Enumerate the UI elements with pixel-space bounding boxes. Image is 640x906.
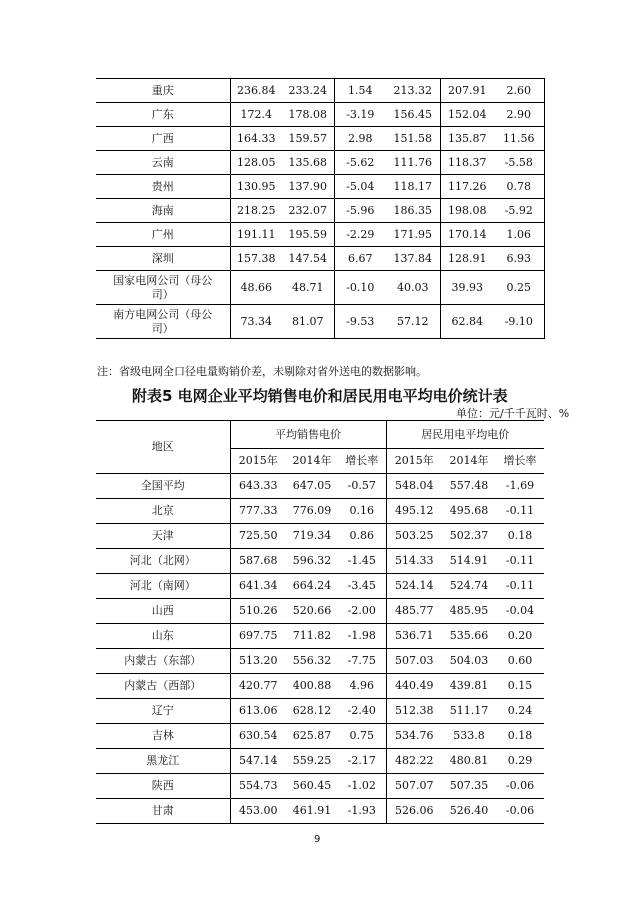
value-cell: 157.38 bbox=[230, 247, 282, 271]
table-row bbox=[96, 624, 544, 649]
region-name-cell: 甘肃 bbox=[96, 799, 230, 824]
value-cell: 630.54 bbox=[230, 724, 286, 749]
value-cell: 524.74 bbox=[442, 574, 496, 599]
value-cell: 560.45 bbox=[286, 774, 338, 799]
value-cell: 697.75 bbox=[230, 624, 286, 649]
value-cell: 554.73 bbox=[230, 774, 286, 799]
value-cell: 232.07 bbox=[282, 199, 334, 223]
table-row bbox=[96, 127, 544, 151]
value-cell: 207.91 bbox=[440, 79, 494, 103]
value-cell: 111.76 bbox=[386, 151, 440, 175]
table-row bbox=[96, 499, 544, 524]
value-cell: -5.62 bbox=[334, 151, 386, 175]
region-name-cell: 广州 bbox=[96, 223, 230, 247]
value-cell: 711.82 bbox=[286, 624, 338, 649]
value-cell: 559.25 bbox=[286, 749, 338, 774]
value-cell: 439.81 bbox=[442, 674, 496, 699]
value-cell: 507.07 bbox=[386, 774, 442, 799]
value-cell: 6.67 bbox=[334, 247, 386, 271]
table-row bbox=[96, 199, 544, 223]
value-cell: 512.38 bbox=[386, 699, 442, 724]
region-name-cell: 南方电网公司（母公司） bbox=[96, 305, 230, 339]
region-name-cell: 河北（北网） bbox=[96, 549, 230, 574]
header-growth-rate: 增长率 bbox=[338, 449, 386, 474]
value-cell: -5.92 bbox=[494, 199, 544, 223]
value-cell: 719.34 bbox=[286, 524, 338, 549]
region-name-cell: 山东 bbox=[96, 624, 230, 649]
region-name-cell: 海南 bbox=[96, 199, 230, 223]
value-cell: 218.25 bbox=[230, 199, 282, 223]
value-cell: 513.20 bbox=[230, 649, 286, 674]
region-name-cell: 河北（南网） bbox=[96, 574, 230, 599]
region-name-cell: 重庆 bbox=[96, 79, 230, 103]
value-cell: 420.77 bbox=[230, 674, 286, 699]
value-cell: 777.33 bbox=[230, 499, 286, 524]
value-cell: 147.54 bbox=[282, 247, 334, 271]
table-row bbox=[96, 724, 544, 749]
value-cell: 4.96 bbox=[338, 674, 386, 699]
value-cell: 62.84 bbox=[440, 305, 494, 339]
value-cell: 507.03 bbox=[386, 649, 442, 674]
value-cell: -9.10 bbox=[494, 305, 544, 339]
value-cell: 128.91 bbox=[440, 247, 494, 271]
table-row bbox=[96, 574, 544, 599]
table-row bbox=[96, 674, 544, 699]
table-row bbox=[96, 305, 544, 339]
value-cell: 547.14 bbox=[230, 749, 286, 774]
value-cell: 533.8 bbox=[442, 724, 496, 749]
region-name-cell: 吉林 bbox=[96, 724, 230, 749]
value-cell: 135.68 bbox=[282, 151, 334, 175]
value-cell: 596.32 bbox=[286, 549, 338, 574]
value-cell: 0.15 bbox=[496, 674, 544, 699]
value-cell: 118.17 bbox=[386, 175, 440, 199]
value-cell: -2.17 bbox=[338, 749, 386, 774]
region-name-cell: 北京 bbox=[96, 499, 230, 524]
value-cell: 2.60 bbox=[494, 79, 544, 103]
value-cell: 178.08 bbox=[282, 103, 334, 127]
table-row bbox=[96, 474, 544, 499]
value-cell: -2.29 bbox=[334, 223, 386, 247]
value-cell: 152.04 bbox=[440, 103, 494, 127]
table-row bbox=[96, 699, 544, 724]
value-cell: 514.33 bbox=[386, 549, 442, 574]
table-row bbox=[96, 175, 544, 199]
value-cell: 233.24 bbox=[282, 79, 334, 103]
value-cell: 548.04 bbox=[386, 474, 442, 499]
value-cell: -5.04 bbox=[334, 175, 386, 199]
value-cell: 195.59 bbox=[282, 223, 334, 247]
value-cell: 171.95 bbox=[386, 223, 440, 247]
table-row bbox=[96, 524, 544, 549]
value-cell: 536.71 bbox=[386, 624, 442, 649]
table-row bbox=[96, 799, 544, 824]
table-row bbox=[96, 223, 544, 247]
value-cell: 73.34 bbox=[230, 305, 282, 339]
value-cell: 643.33 bbox=[230, 474, 286, 499]
value-cell: 40.03 bbox=[386, 271, 440, 305]
value-cell: 526.40 bbox=[442, 799, 496, 824]
table-row bbox=[96, 774, 544, 799]
value-cell: 556.32 bbox=[286, 649, 338, 674]
value-cell: 130.95 bbox=[230, 175, 282, 199]
value-cell: 48.71 bbox=[282, 271, 334, 305]
top-table-body bbox=[96, 79, 544, 339]
value-cell: 453.00 bbox=[230, 799, 286, 824]
value-cell: 647.05 bbox=[286, 474, 338, 499]
value-cell: 482.22 bbox=[386, 749, 442, 774]
value-cell: 485.95 bbox=[442, 599, 496, 624]
value-cell: 440.49 bbox=[386, 674, 442, 699]
value-cell: 510.26 bbox=[230, 599, 286, 624]
value-cell: 0.16 bbox=[338, 499, 386, 524]
table-row bbox=[96, 749, 544, 774]
value-cell: 164.33 bbox=[230, 127, 282, 151]
region-name-cell: 黑龙江 bbox=[96, 749, 230, 774]
value-cell: 641.34 bbox=[230, 574, 286, 599]
value-cell: 0.18 bbox=[496, 524, 544, 549]
value-cell: 725.50 bbox=[230, 524, 286, 549]
table-row bbox=[96, 549, 544, 574]
header-growth-rate: 增长率 bbox=[496, 449, 544, 474]
header-year-2015: 2015年 bbox=[386, 449, 442, 474]
value-cell: 0.25 bbox=[494, 271, 544, 305]
top-data-table bbox=[96, 78, 545, 339]
region-name-cell: 山西 bbox=[96, 599, 230, 624]
value-cell: 776.09 bbox=[286, 499, 338, 524]
table-row bbox=[96, 247, 544, 271]
value-cell: 511.17 bbox=[442, 699, 496, 724]
table-row bbox=[96, 599, 544, 624]
value-cell: -9.53 bbox=[334, 305, 386, 339]
value-cell: 495.68 bbox=[442, 499, 496, 524]
region-name-cell: 陕西 bbox=[96, 774, 230, 799]
value-cell: 461.91 bbox=[286, 799, 338, 824]
table-row bbox=[96, 79, 544, 103]
value-cell: 534.76 bbox=[386, 724, 442, 749]
value-cell: 526.06 bbox=[386, 799, 442, 824]
region-name-cell: 广西 bbox=[96, 127, 230, 151]
value-cell: 480.81 bbox=[442, 749, 496, 774]
value-cell: -1.45 bbox=[338, 549, 386, 574]
value-cell: 557.48 bbox=[442, 474, 496, 499]
value-cell: 186.35 bbox=[386, 199, 440, 223]
value-cell: 495.12 bbox=[386, 499, 442, 524]
value-cell: 1.06 bbox=[494, 223, 544, 247]
region-name-cell: 内蒙古（西部） bbox=[96, 674, 230, 699]
value-cell: 0.60 bbox=[496, 649, 544, 674]
value-cell: 400.88 bbox=[286, 674, 338, 699]
table-title: 附表5 电网企业平均销售电价和居民用电平均电价统计表 bbox=[132, 387, 508, 405]
region-name-cell: 内蒙古（东部） bbox=[96, 649, 230, 674]
table-row bbox=[96, 151, 544, 175]
value-cell: 485.77 bbox=[386, 599, 442, 624]
value-cell: 172.4 bbox=[230, 103, 282, 127]
value-cell: -1.98 bbox=[338, 624, 386, 649]
value-cell: 514.91 bbox=[442, 549, 496, 574]
value-cell: 117.26 bbox=[440, 175, 494, 199]
value-cell: -1.93 bbox=[338, 799, 386, 824]
value-cell: 2.98 bbox=[334, 127, 386, 151]
value-cell: 535.66 bbox=[442, 624, 496, 649]
value-cell: 0.29 bbox=[496, 749, 544, 774]
value-cell: 504.03 bbox=[442, 649, 496, 674]
value-cell: 48.66 bbox=[230, 271, 282, 305]
value-cell: -7.75 bbox=[338, 649, 386, 674]
value-cell: -0.06 bbox=[496, 799, 544, 824]
value-cell: -5.58 bbox=[494, 151, 544, 175]
value-cell: 159.57 bbox=[282, 127, 334, 151]
value-cell: -0.11 bbox=[496, 499, 544, 524]
value-cell: 135.87 bbox=[440, 127, 494, 151]
value-cell: 137.90 bbox=[282, 175, 334, 199]
header-region: 地区 bbox=[96, 421, 230, 474]
region-name-cell: 贵州 bbox=[96, 175, 230, 199]
header-avg-sales-price: 平均销售电价 bbox=[230, 421, 386, 449]
value-cell: -2.00 bbox=[338, 599, 386, 624]
value-cell: 0.86 bbox=[338, 524, 386, 549]
value-cell: 191.11 bbox=[230, 223, 282, 247]
value-cell: -2.40 bbox=[338, 699, 386, 724]
value-cell: 0.20 bbox=[496, 624, 544, 649]
value-cell: 664.24 bbox=[286, 574, 338, 599]
value-cell: 213.32 bbox=[386, 79, 440, 103]
value-cell: 520.66 bbox=[286, 599, 338, 624]
value-cell: 502.37 bbox=[442, 524, 496, 549]
value-cell: 0.24 bbox=[496, 699, 544, 724]
value-cell: -1.69 bbox=[496, 474, 544, 499]
header-year-2015: 2015年 bbox=[230, 449, 286, 474]
region-name-cell: 天津 bbox=[96, 524, 230, 549]
value-cell: 2.90 bbox=[494, 103, 544, 127]
value-cell: 0.75 bbox=[338, 724, 386, 749]
table-row bbox=[96, 649, 544, 674]
unit-label: 单位：元/千千瓦时、% bbox=[456, 407, 570, 420]
value-cell: -0.06 bbox=[496, 774, 544, 799]
value-cell: 524.14 bbox=[386, 574, 442, 599]
value-cell: 0.78 bbox=[494, 175, 544, 199]
region-name-cell: 云南 bbox=[96, 151, 230, 175]
value-cell: -1.02 bbox=[338, 774, 386, 799]
header-year-2014: 2014年 bbox=[286, 449, 338, 474]
value-cell: -0.11 bbox=[496, 549, 544, 574]
value-cell: -5.96 bbox=[334, 199, 386, 223]
value-cell: 156.45 bbox=[386, 103, 440, 127]
region-name-cell: 全国平均 bbox=[96, 474, 230, 499]
region-name-cell: 广东 bbox=[96, 103, 230, 127]
value-cell: 137.84 bbox=[386, 247, 440, 271]
value-cell: -0.04 bbox=[496, 599, 544, 624]
value-cell: 81.07 bbox=[282, 305, 334, 339]
value-cell: 613.06 bbox=[230, 699, 286, 724]
page-number: 9 bbox=[314, 834, 321, 845]
value-cell: 1.54 bbox=[334, 79, 386, 103]
region-name-cell: 国家电网公司（母公司） bbox=[96, 271, 230, 305]
value-cell: 6.93 bbox=[494, 247, 544, 271]
value-cell: 151.58 bbox=[386, 127, 440, 151]
table-note: 注：省级电网全口径电量购销价差，未剔除对省外送电的数据影响。 bbox=[97, 365, 427, 378]
value-cell: 11.56 bbox=[494, 127, 544, 151]
table-row bbox=[96, 103, 544, 127]
value-cell: 0.18 bbox=[496, 724, 544, 749]
value-cell: 236.84 bbox=[230, 79, 282, 103]
value-cell: 39.93 bbox=[440, 271, 494, 305]
main-data-table bbox=[96, 420, 544, 824]
value-cell: 628.12 bbox=[286, 699, 338, 724]
header-year-2014: 2014年 bbox=[442, 449, 496, 474]
region-name-cell: 深圳 bbox=[96, 247, 230, 271]
value-cell: 118.37 bbox=[440, 151, 494, 175]
table-row bbox=[96, 271, 544, 305]
value-cell: -0.11 bbox=[496, 574, 544, 599]
value-cell: 170.14 bbox=[440, 223, 494, 247]
value-cell: -3.45 bbox=[338, 574, 386, 599]
value-cell: 507.35 bbox=[442, 774, 496, 799]
main-table-body bbox=[96, 474, 544, 824]
region-name-cell: 辽宁 bbox=[96, 699, 230, 724]
header-residential-price: 居民用电平均电价 bbox=[386, 421, 544, 449]
value-cell: 587.68 bbox=[230, 549, 286, 574]
value-cell: 128.05 bbox=[230, 151, 282, 175]
value-cell: -0.57 bbox=[338, 474, 386, 499]
value-cell: 57.12 bbox=[386, 305, 440, 339]
value-cell: 625.87 bbox=[286, 724, 338, 749]
value-cell: -0.10 bbox=[334, 271, 386, 305]
value-cell: 503.25 bbox=[386, 524, 442, 549]
value-cell: 198.08 bbox=[440, 199, 494, 223]
value-cell: -3.19 bbox=[334, 103, 386, 127]
